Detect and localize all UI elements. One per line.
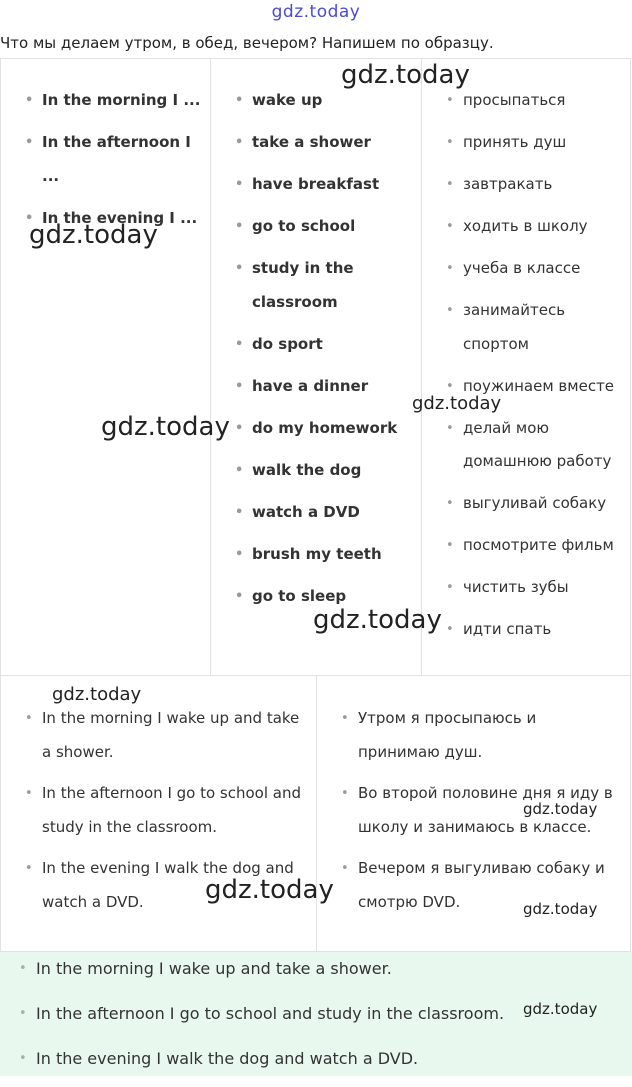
sentences-table xyxy=(0,676,631,952)
answer-box xyxy=(0,952,632,1076)
activities-english-column xyxy=(211,59,422,675)
list-item: • do sport xyxy=(252,328,413,362)
watermark: gdz.today xyxy=(341,60,470,90)
list-item: • brush my teeth xyxy=(252,538,413,572)
list-item: • have breakfast xyxy=(252,168,413,202)
list-item: • do my homework xyxy=(252,412,413,446)
list-item: • wake up xyxy=(252,84,413,118)
list-item: • In the evening I walk the dog and watch a DVD. xyxy=(42,852,302,919)
list-item: • принять душ xyxy=(463,126,624,160)
activities-russian-list xyxy=(463,84,624,655)
list-item: • In the morning I wake up and take a shower. xyxy=(42,702,302,769)
list-item: • have a dinner xyxy=(252,370,413,404)
list-item: • In the morning I ... xyxy=(42,84,202,118)
time-of-day-column xyxy=(1,59,211,675)
watermark: gdz.today xyxy=(313,605,442,635)
sentences-english-column xyxy=(1,676,317,951)
list-item: • take a shower xyxy=(252,126,413,160)
list-item: • занимайтесь спортом xyxy=(463,294,624,361)
watermark: gdz.today xyxy=(523,900,598,918)
activities-english-list xyxy=(252,84,413,622)
watermark: gdz.today xyxy=(412,393,502,414)
watermark: gdz.today xyxy=(523,1000,598,1018)
site-logo[interactable]: gdz.today xyxy=(271,2,361,22)
list-item: • просыпаться xyxy=(463,84,624,118)
list-item: • walk the dog xyxy=(252,454,413,488)
watermark: gdz.today xyxy=(101,412,230,442)
sentences-english-list xyxy=(42,702,302,927)
task-question: Что мы делаем утром, в обед, вечером? Напишем по образцу. xyxy=(0,34,494,52)
sentences-russian-column xyxy=(317,676,632,951)
list-item: • In the evening I walk the dog and watch a DVD. xyxy=(36,1042,624,1076)
list-item: • делай мою домашнюю работу xyxy=(463,412,624,479)
list-item: • завтракать xyxy=(463,168,624,202)
answer-list xyxy=(36,952,624,1087)
list-item: • выгуливай собаку xyxy=(463,487,624,521)
watermark: gdz.today xyxy=(52,684,142,705)
list-item: • watch a DVD xyxy=(252,496,413,530)
list-item: • ходить в школу xyxy=(463,210,624,244)
list-item: • посмотрите фильм xyxy=(463,529,624,563)
list-item: • study in the classroom xyxy=(252,252,413,319)
watermark: gdz.today xyxy=(205,875,334,905)
list-item: • чистить зубы xyxy=(463,571,624,605)
list-item: • учеба в классе xyxy=(463,252,624,286)
watermark: gdz.today xyxy=(29,220,158,250)
list-item: • go to school xyxy=(252,210,413,244)
sentences-russian-list xyxy=(358,702,618,927)
list-item: • go to sleep xyxy=(252,580,413,614)
list-item: • поужинаем вместе xyxy=(463,370,624,404)
list-item: • In the evening I ... xyxy=(42,202,202,236)
watermark: gdz.today xyxy=(523,800,598,818)
vocabulary-table xyxy=(0,58,631,676)
activities-russian-column xyxy=(422,59,632,675)
list-item: • идти спать xyxy=(463,613,624,647)
list-item: • Во второй половине дня я иду в школу и занимаюсь в классе. xyxy=(358,777,618,844)
list-item: • Вечером я выгуливаю собаку и смотрю DVD. xyxy=(358,852,618,919)
list-item: • Утром я просыпаюсь и принимаю душ. xyxy=(358,702,618,769)
list-item: • In the afternoon I go to school and study in the classroom. xyxy=(36,997,624,1031)
list-item: • In the afternoon I ... xyxy=(42,126,202,193)
list-item: • In the afternoon I go to school and study in the classroom. xyxy=(42,777,302,844)
list-item: • In the morning I wake up and take a shower. xyxy=(36,952,624,986)
time-of-day-list xyxy=(42,84,202,244)
